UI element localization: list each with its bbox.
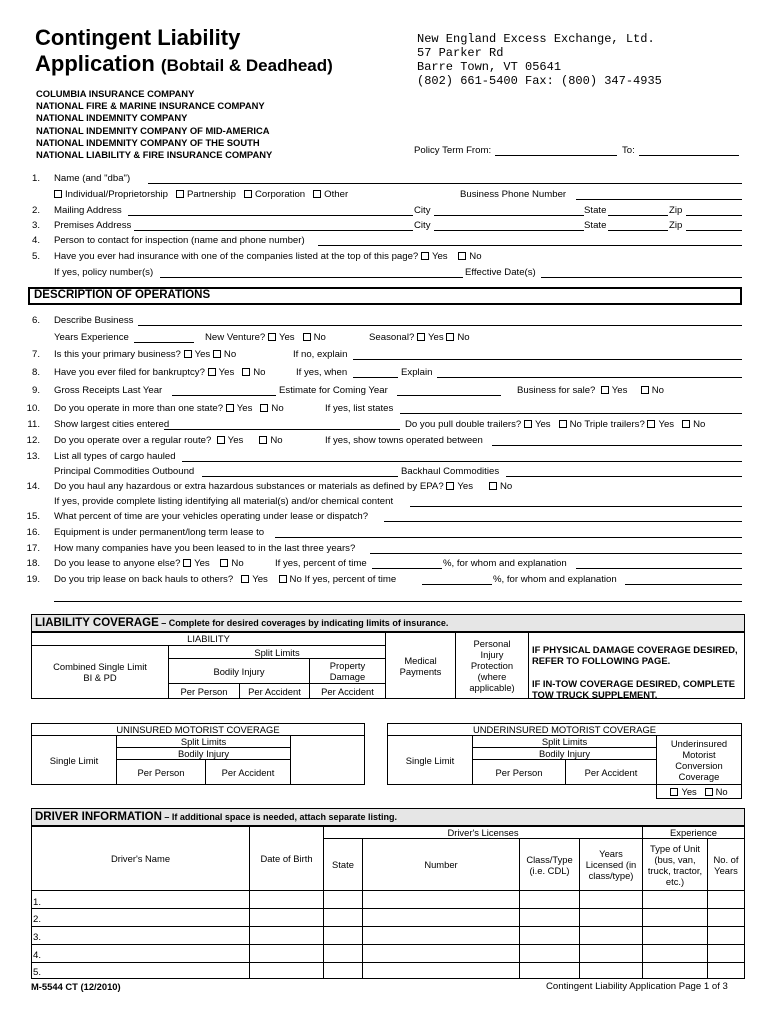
checkbox[interactable] xyxy=(303,333,311,341)
bodily-injury-cell xyxy=(168,658,310,684)
no-label: No xyxy=(223,349,237,360)
no-label: No xyxy=(693,419,706,430)
double-trailers-row xyxy=(405,419,705,431)
dob-label: Date of Birth xyxy=(260,852,313,864)
pct-whom-label: %, for whom and explanation xyxy=(443,558,567,569)
q18-row xyxy=(54,558,244,570)
trip-lease-pct-field[interactable] xyxy=(422,575,492,585)
q-number: 5. xyxy=(31,251,40,262)
bankruptcy-explain-field[interactable] xyxy=(437,368,742,378)
property-damage-label: Property Damage xyxy=(329,660,366,682)
years-licensed-head xyxy=(579,838,643,891)
zip-label: Zip xyxy=(669,220,683,231)
mailing-address-field[interactable] xyxy=(128,206,413,216)
mailing-city-field[interactable] xyxy=(434,206,584,216)
gross-receipts-field[interactable] xyxy=(172,386,276,396)
outbound-label: Principal Commodities Outbound xyxy=(54,466,195,477)
driver-subtitle: – If additional space is needed, attach separate listing. xyxy=(161,812,397,822)
q5-text: Have you ever had insurance with one of the companies listed at the top of this page? xyxy=(54,251,419,262)
entity-other-label: Other xyxy=(324,189,349,200)
driver-name-head xyxy=(31,826,250,891)
in-tow-note: IF IN-TOW COVERAGE DESIRED, COMPLETE TOW TRUCK SUPPLEMENT. xyxy=(532,678,735,700)
permanent-lease-field[interactable] xyxy=(275,528,742,538)
checkbox[interactable] xyxy=(244,190,252,198)
driver-title: DRIVER INFORMATION xyxy=(35,811,162,823)
yes-label: Yes xyxy=(611,385,628,396)
trip-lease-explain-field[interactable] xyxy=(625,575,742,585)
q5-label xyxy=(54,251,482,263)
col-divider xyxy=(362,891,363,979)
q12-label: Do you operate over a regular route? xyxy=(54,435,212,446)
per-person-label: Per Person xyxy=(495,766,543,778)
checkbox[interactable] xyxy=(682,420,690,428)
form-title-line1: Contingent Liability xyxy=(35,25,241,50)
form-title-suffix: (Bobtail & Deadhead) xyxy=(160,56,333,75)
q11-label: Show largest cities entered xyxy=(54,419,170,430)
q19-row xyxy=(54,574,396,586)
yes-label: Yes xyxy=(681,786,697,797)
type-of-unit-head xyxy=(642,838,708,891)
q8-row xyxy=(54,367,266,379)
col-divider xyxy=(323,891,324,979)
um-title: UNINSURED MOTORIST COVERAGE xyxy=(116,724,280,735)
effective-dates-label: Effective Date(s) xyxy=(465,267,536,278)
checkbox[interactable] xyxy=(242,368,250,376)
triple-trailers-label: Triple trailers? xyxy=(584,419,645,430)
col-divider xyxy=(642,891,643,979)
col-divider xyxy=(249,891,250,979)
list-states-label: If yes, list states xyxy=(325,403,394,414)
no-label: No xyxy=(651,385,664,396)
years-experience-label: Years Experience xyxy=(54,332,129,343)
pip-cell xyxy=(455,632,529,699)
q14-row xyxy=(54,481,512,493)
driver-row-number: 2. xyxy=(33,914,42,925)
lease-percent-field[interactable] xyxy=(384,512,742,522)
checkbox[interactable] xyxy=(641,386,649,394)
form-number: M-5544 CT (12/2010) xyxy=(31,981,121,992)
q3-label: Premises Address xyxy=(54,220,132,231)
number-label: Number xyxy=(424,859,458,870)
policy-term-to-label: To: xyxy=(622,145,635,156)
per-person-label: Per Person xyxy=(137,766,185,778)
experience-label: Experience xyxy=(670,826,717,838)
bodily-injury-label: Bodily Injury xyxy=(538,748,591,759)
show-towns-label: If yes, show towns operated between xyxy=(325,435,483,446)
no-label: No xyxy=(500,481,513,492)
no-label: No xyxy=(469,251,482,262)
agency-name: New England Excess Exchange, Ltd. xyxy=(417,32,655,46)
yes-label: Yes xyxy=(534,419,551,430)
seasonal-row xyxy=(369,332,470,344)
yes-label: Yes xyxy=(194,558,210,569)
checkbox[interactable] xyxy=(260,404,268,412)
if-no-explain-label: If no, explain xyxy=(293,349,348,360)
uim-conversion-cell xyxy=(656,735,742,785)
checkbox[interactable] xyxy=(220,559,228,567)
lease-others-pct-field[interactable] xyxy=(372,559,442,569)
row-divider xyxy=(31,944,745,945)
checkbox[interactable] xyxy=(313,190,321,198)
agency-block xyxy=(417,32,662,88)
row-divider xyxy=(31,926,745,927)
checkbox[interactable] xyxy=(184,350,192,358)
split-limits-label: Split Limits xyxy=(254,646,300,658)
operations-section-header xyxy=(28,287,742,305)
q8-label: Have you ever filed for bankruptcy? xyxy=(54,367,205,378)
property-damage-cell xyxy=(309,658,386,684)
entity-individual-label: Individual/Proprietorship xyxy=(65,189,168,200)
primary-business-explain-field[interactable] xyxy=(353,350,742,360)
checkbox[interactable] xyxy=(54,190,62,198)
policy-term-to-field[interactable] xyxy=(639,146,739,156)
checkbox[interactable] xyxy=(446,333,454,341)
yes-label: Yes xyxy=(658,419,675,430)
number-head xyxy=(362,838,520,891)
medical-payments-cell xyxy=(385,632,456,699)
describe-business-field[interactable] xyxy=(138,316,742,326)
for-sale-row xyxy=(517,385,664,397)
q10-label: Do you operate in more than one state? xyxy=(54,403,224,414)
class-type-head xyxy=(519,838,580,891)
lease-others-explain-field[interactable] xyxy=(576,559,742,569)
bankruptcy-when-field[interactable] xyxy=(353,368,398,378)
policy-numbers-field[interactable] xyxy=(160,268,463,278)
premises-address-field[interactable] xyxy=(134,221,413,231)
yes-label: Yes xyxy=(431,251,448,262)
q-number: 6. xyxy=(31,315,40,326)
col-divider xyxy=(707,891,708,979)
q1-label: Name (and "dba") xyxy=(54,173,131,184)
q-number: 10. xyxy=(26,403,40,414)
q5b-label: If yes, policy number(s) xyxy=(54,267,154,278)
split-limits-label: Split Limits xyxy=(180,736,227,747)
q-number: 4. xyxy=(31,235,40,246)
split-limits-label: Split Limits xyxy=(541,736,588,747)
per-accident-label: Per Accident xyxy=(248,685,301,697)
no-label: No xyxy=(569,419,582,430)
yes-label: Yes xyxy=(457,481,473,492)
checkbox[interactable] xyxy=(559,420,567,428)
backhaul-label: Backhaul Commodities xyxy=(401,466,500,477)
policy-term-from-field[interactable] xyxy=(495,146,617,156)
q19-label: Do you trip lease on back hauls to others? xyxy=(54,574,234,585)
liability-head-label: LIABILITY xyxy=(187,633,230,644)
checkbox[interactable] xyxy=(458,252,466,260)
state-head xyxy=(323,838,363,891)
driver-row-number: 4. xyxy=(33,950,42,961)
company-name: NATIONAL INDEMNITY COMPANY OF THE SOUTH xyxy=(36,136,260,148)
seasonal-label: Seasonal? xyxy=(369,332,415,343)
q7-label: Is this your primary business? xyxy=(54,349,181,360)
split-limits-cell xyxy=(168,645,386,659)
business-phone-label: Business Phone Number xyxy=(460,189,567,200)
driver-name-label: Driver's Name xyxy=(110,852,171,864)
q-number: 14. xyxy=(26,481,40,492)
conversion-label: Underinsured Motorist Conversion Coverage xyxy=(670,738,728,782)
per-accident-cell xyxy=(239,683,310,699)
q-number: 2. xyxy=(31,205,40,216)
q4-label: Person to contact for inspection (name and phone number) xyxy=(54,235,305,246)
q-number: 9. xyxy=(31,385,40,396)
operations-title: DESCRIPTION OF OPERATIONS xyxy=(34,289,211,301)
yes-label: Yes xyxy=(252,574,268,585)
single-limit-label: Single Limit xyxy=(49,754,99,766)
premises-state-field[interactable] xyxy=(608,221,668,231)
per-accident-label: Per Accident xyxy=(321,685,374,697)
yes-label: Yes xyxy=(236,403,253,414)
q-number: 17. xyxy=(26,543,40,554)
q12-row xyxy=(54,435,283,447)
company-list xyxy=(36,88,272,161)
entity-type-row xyxy=(54,189,348,201)
entity-corporation-label: Corporation xyxy=(255,189,306,200)
liability-header xyxy=(31,614,745,632)
state-label: State xyxy=(584,205,607,216)
col-divider xyxy=(579,891,580,979)
agency-city: Barre Town, VT 05641 xyxy=(417,60,562,74)
q18-label: Do you lease to anyone else? xyxy=(54,558,181,569)
business-phone-field[interactable] xyxy=(576,190,742,200)
trip-lease-extra-line[interactable] xyxy=(54,592,742,602)
for-sale-label: Business for sale? xyxy=(517,385,596,396)
checkbox[interactable] xyxy=(208,368,216,376)
q-number: 16. xyxy=(26,527,40,538)
q17-label: How many companies have you been leased to in the last three years? xyxy=(54,543,356,554)
pip-label: Personal Injury Protection (where applicable) xyxy=(469,638,515,693)
new-venture-label: New Venture? xyxy=(205,332,266,343)
uim-single-limit-cell xyxy=(387,735,473,785)
q-number: 15. xyxy=(26,511,40,522)
yes-label: Yes xyxy=(428,332,444,343)
policy-term-from-label: Policy Term From: xyxy=(414,145,492,156)
yes-label: Yes xyxy=(278,332,295,343)
largest-cities-field[interactable] xyxy=(164,420,400,430)
name-field[interactable] xyxy=(148,174,742,184)
effective-dates-field[interactable] xyxy=(541,268,742,278)
backhaul-field[interactable] xyxy=(506,467,742,477)
q-number: 12. xyxy=(26,435,40,446)
premises-zip-field[interactable] xyxy=(686,221,742,231)
company-name: NATIONAL INDEMNITY COMPANY xyxy=(36,112,188,124)
checkbox[interactable] xyxy=(176,190,184,198)
mailing-state-field[interactable] xyxy=(608,206,668,216)
company-name: NATIONAL INDEMNITY COMPANY OF MID-AMERICA xyxy=(36,124,270,136)
form-title xyxy=(35,25,333,79)
city-label: City xyxy=(414,220,431,231)
q-number: 19. xyxy=(26,574,40,585)
checkbox[interactable] xyxy=(417,333,425,341)
q14-label: Do you haul any hazardous or extra hazardous substances or materials as defined by EPA? xyxy=(54,481,444,492)
checkbox[interactable] xyxy=(446,482,454,490)
driver-header xyxy=(31,808,745,826)
zip-label: Zip xyxy=(669,205,683,216)
q-number: 3. xyxy=(31,220,40,231)
col-divider xyxy=(519,891,520,979)
q-number: 18. xyxy=(26,558,40,569)
liability-head-cell xyxy=(31,632,386,646)
checkbox[interactable] xyxy=(647,420,655,428)
premises-city-field[interactable] xyxy=(434,221,584,231)
q15-label: What percent of time are your vehicles operating under lease or dispatch? xyxy=(54,511,369,522)
yes-label: Yes xyxy=(227,435,244,446)
driver-row-number: 3. xyxy=(33,932,42,943)
no-label: No xyxy=(253,367,266,378)
city-label: City xyxy=(414,205,431,216)
if-yes-pct-label: If yes, percent of time xyxy=(275,558,367,569)
uim-title: UNDERINSURED MOTORIST COVERAGE xyxy=(472,724,656,735)
um-per-accident-cell xyxy=(205,759,291,785)
q13-label: List all types of cargo hauled xyxy=(54,451,176,462)
class-type-label: Class/Type (i.e. CDL) xyxy=(526,853,573,876)
row-divider xyxy=(31,962,745,963)
checkbox[interactable] xyxy=(524,420,532,428)
checkbox[interactable] xyxy=(489,482,497,490)
contact-person-field[interactable] xyxy=(318,236,742,246)
no-label: No xyxy=(270,435,283,446)
q-number: 8. xyxy=(31,367,40,378)
bodily-injury-label: Bodily Injury xyxy=(177,748,230,759)
company-name: NATIONAL LIABILITY & FIRE INSURANCE COMPANY xyxy=(36,149,273,161)
checkbox[interactable] xyxy=(601,386,609,394)
page-indicator: Contingent Liability Application Page 1 of 3 xyxy=(546,981,728,992)
uim-per-accident-cell xyxy=(565,759,657,785)
no-years-label: No. of Years xyxy=(713,853,739,876)
medical-payments-label: Medical Payments xyxy=(399,654,442,677)
per-person-label: Per Person xyxy=(180,685,228,697)
no-label: No xyxy=(457,332,470,343)
combined-single-label: Combined Single Limit BI & PD xyxy=(53,661,147,683)
driver-row-number: 5. xyxy=(33,967,42,978)
combined-single-cell xyxy=(31,645,169,699)
q19-no-if-yes-label: No If yes, percent of time xyxy=(289,574,397,585)
checkbox[interactable] xyxy=(421,252,429,260)
no-years-head xyxy=(707,838,745,891)
double-trailers-label: Do you pull double trailers? xyxy=(405,419,522,430)
new-venture-row xyxy=(205,332,326,344)
state-label: State xyxy=(584,220,607,231)
years-licensed-label: Years Licensed (in class/type) xyxy=(585,848,637,881)
entity-partnership-label: Partnership xyxy=(186,189,236,200)
yes-label: Yes xyxy=(194,349,211,360)
type-of-unit-label: Type of Unit (bus, van, truck, tractor, etc.) xyxy=(647,842,703,887)
q-number: 11. xyxy=(27,419,40,430)
form-title-line2: Application xyxy=(35,51,155,76)
single-limit-label: Single Limit xyxy=(405,754,455,766)
checkbox[interactable] xyxy=(279,575,287,583)
cargo-types-field[interactable] xyxy=(182,452,742,462)
estimate-label: Estimate for Coming Year xyxy=(279,385,388,396)
no-label: No xyxy=(313,332,326,343)
q14b-label: If yes, provide complete listing identifying all material(s) and/or chemical content xyxy=(54,496,394,507)
agency-street: 57 Parker Rd xyxy=(417,46,504,60)
company-name: NATIONAL FIRE & MARINE INSURANCE COMPANY xyxy=(36,100,265,112)
no-label: No xyxy=(231,558,244,569)
no-label: No xyxy=(271,403,284,414)
um-blank-cell[interactable] xyxy=(290,735,365,785)
pct-whom-label: %, for whom and explanation xyxy=(493,574,617,585)
hazmat-listing-field[interactable] xyxy=(410,497,742,507)
q-number: 1. xyxy=(31,173,40,184)
per-accident-label: Per Accident xyxy=(221,766,275,778)
yes-label: Yes xyxy=(218,367,235,378)
um-single-limit-cell xyxy=(31,735,117,785)
checkbox[interactable] xyxy=(241,575,249,583)
physical-damage-note: IF PHYSICAL DAMAGE COVERAGE DESIRED, REFER TO FOLLOWING PAGE. xyxy=(532,644,738,666)
towns-field[interactable] xyxy=(492,436,742,446)
years-experience-field[interactable] xyxy=(134,333,194,343)
liability-subtitle: – Complete for desired coverages by indicating limits of insurance. xyxy=(158,618,449,628)
uim-per-person-cell xyxy=(472,759,566,785)
checkbox[interactable] xyxy=(259,436,267,444)
mailing-zip-field[interactable] xyxy=(686,206,742,216)
q2-label: Mailing Address xyxy=(54,205,122,216)
per-person-cell xyxy=(168,683,240,699)
per-accident-label: Per Accident xyxy=(584,766,638,778)
agency-phone: (802) 661-5400 Fax: (800) 347-4935 xyxy=(417,74,662,88)
no-label: No xyxy=(715,786,728,797)
state-label: State xyxy=(332,859,354,870)
if-yes-when-label: If yes, when xyxy=(296,367,348,378)
company-name: COLUMBIA INSURANCE COMPANY xyxy=(36,88,195,99)
checkbox[interactable] xyxy=(217,436,225,444)
driver-row-number: 1. xyxy=(33,897,42,908)
uim-conversion-yesno-cell xyxy=(656,784,742,799)
q16-label: Equipment is under permanent/long term lease to xyxy=(54,527,265,538)
checkbox[interactable] xyxy=(705,788,713,796)
q-number: 13. xyxy=(26,451,40,462)
checkbox[interactable] xyxy=(670,788,678,796)
explain-label: Explain xyxy=(401,367,433,378)
q9-label: Gross Receipts Last Year xyxy=(54,385,163,396)
bodily-injury-label: Bodily Injury xyxy=(213,665,265,677)
um-per-person-cell xyxy=(116,759,206,785)
checkbox[interactable] xyxy=(268,333,276,341)
checkbox[interactable] xyxy=(226,404,234,412)
checkbox[interactable] xyxy=(213,350,221,358)
estimate-field[interactable] xyxy=(397,386,501,396)
list-states-field[interactable] xyxy=(400,404,742,414)
licenses-label: Driver's Licenses xyxy=(447,826,519,838)
q10-row xyxy=(54,403,284,415)
liability-title: LIABILITY COVERAGE xyxy=(35,617,159,629)
dob-head xyxy=(249,826,324,891)
companies-leased-field[interactable] xyxy=(370,544,742,554)
row-divider xyxy=(31,908,745,909)
property-per-accident-cell xyxy=(309,683,386,699)
q7-row xyxy=(54,349,236,361)
checkbox[interactable] xyxy=(183,559,191,567)
q6-label: Describe Business xyxy=(54,315,134,326)
outbound-field[interactable] xyxy=(202,467,398,477)
q-number: 7. xyxy=(31,349,40,360)
